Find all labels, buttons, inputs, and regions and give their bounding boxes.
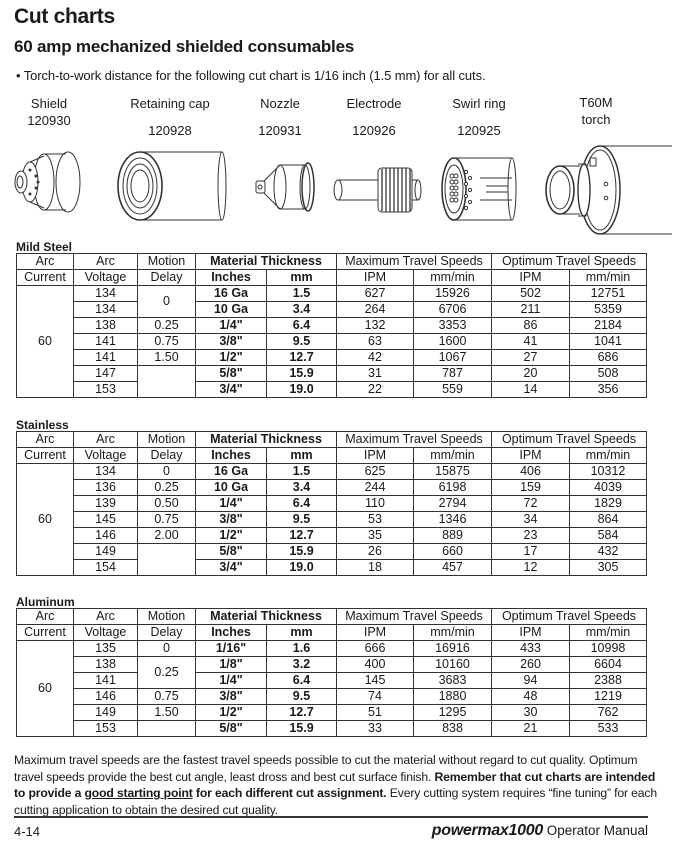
opt-mm-min-cell: 5359	[570, 302, 647, 318]
max-ipm-cell: 666	[337, 641, 414, 657]
opt-ipm-cell: 41	[492, 334, 570, 350]
motion-delay-cell: 0	[138, 641, 196, 657]
header-motion-delay: Delay	[138, 448, 196, 464]
thickness-mm-cell: 3.4	[267, 480, 337, 496]
arc-voltage-cell: 141	[74, 334, 138, 350]
motion-delay-cell: 0	[138, 464, 196, 480]
opt-mm-min-cell: 2388	[570, 673, 647, 689]
header-opt-mm-min: mm/min	[570, 270, 647, 286]
opt-ipm-cell: 20	[492, 366, 570, 382]
max-mm-min-cell: 1600	[414, 334, 492, 350]
footnote-emphasis-text: Remember that cut charts are intended to provide a	[14, 769, 656, 800]
opt-mm-min-cell: 305	[570, 560, 647, 576]
opt-mm-min-cell: 508	[570, 366, 647, 382]
motion-delay-cell	[138, 544, 196, 576]
thickness-mm-cell: 6.4	[267, 318, 337, 334]
opt-ipm-cell: 260	[492, 657, 570, 673]
thickness-inches-cell: 1/2"	[196, 528, 267, 544]
max-mm-min-cell: 15875	[414, 464, 492, 480]
motion-delay-cell: 0.50	[138, 496, 196, 512]
thickness-inches-cell: 1/4"	[196, 318, 267, 334]
arc-voltage-cell: 141	[74, 673, 138, 689]
opt-mm-min-cell: 762	[570, 705, 647, 721]
arc-voltage-cell: 141	[74, 350, 138, 366]
thickness-inches-cell: 1/2"	[196, 705, 267, 721]
thickness-inches-cell: 16 Ga	[196, 464, 267, 480]
header-arc-current: Arc	[17, 432, 74, 448]
powermax-logo: powermax1000	[431, 822, 543, 839]
opt-ipm-cell: 502	[492, 286, 570, 302]
opt-ipm-cell: 21	[492, 721, 570, 737]
thickness-mm-cell: 19.0	[267, 560, 337, 576]
thickness-inches-cell: 3/8"	[196, 689, 267, 705]
max-mm-min-cell: 660	[414, 544, 492, 560]
thickness-mm-cell: 9.5	[267, 689, 337, 705]
thickness-inches-cell: 5/8"	[196, 721, 267, 737]
opt-mm-min-cell: 864	[570, 512, 647, 528]
table-row	[17, 350, 647, 366]
header-arc-current: Current	[17, 625, 74, 641]
header-opt-ipm: IPM	[492, 625, 570, 641]
arc-current-cell: 60	[17, 286, 74, 398]
header-row	[17, 254, 647, 270]
thickness-inches-cell: 1/4"	[196, 673, 267, 689]
table-row	[17, 705, 647, 721]
thickness-mm-cell: 9.5	[267, 512, 337, 528]
header-max-travel-speeds: Maximum Travel Speeds	[337, 432, 492, 448]
arc-voltage-cell: 146	[74, 528, 138, 544]
consumable-part-number: 120926	[352, 123, 396, 138]
opt-ipm-cell: 14	[492, 382, 570, 398]
consumable-part-number: 120930	[27, 113, 71, 128]
header-inches: Inches	[196, 448, 267, 464]
arc-voltage-cell: 135	[74, 641, 138, 657]
opt-mm-min-cell: 686	[570, 350, 647, 366]
motion-delay-cell: 0.25	[138, 318, 196, 334]
motion-delay-cell: 2.00	[138, 528, 196, 544]
footnote-text: Every cutting system requires “fine tuning” for each cutting application to obtain the desired cut quality.	[14, 786, 657, 817]
max-ipm-cell: 264	[337, 302, 414, 318]
table-row	[17, 480, 647, 496]
header-optimum-travel-speeds: Optimum Travel Speeds	[492, 609, 647, 625]
header-arc-voltage: Voltage	[74, 270, 138, 286]
table-row	[17, 544, 647, 560]
thickness-mm-cell: 15.9	[267, 366, 337, 382]
motion-delay-cell: 1.50	[138, 705, 196, 721]
header-arc-voltage: Voltage	[74, 448, 138, 464]
opt-ipm-cell: 159	[492, 480, 570, 496]
header-row	[17, 609, 647, 625]
max-ipm-cell: 26	[337, 544, 414, 560]
max-mm-min-cell: 1067	[414, 350, 492, 366]
motion-delay-cell: 0.75	[138, 334, 196, 350]
consumable-name: Retaining cap	[130, 96, 210, 111]
header-max-ipm: IPM	[337, 270, 414, 286]
header-optimum-travel-speeds: Optimum Travel Speeds	[492, 254, 647, 270]
max-ipm-cell: 18	[337, 560, 414, 576]
thickness-mm-cell: 3.4	[267, 302, 337, 318]
header-mm: mm	[267, 625, 337, 641]
page-number: 4-14	[14, 824, 41, 839]
torch-icon	[538, 140, 672, 240]
arc-voltage-cell: 154	[74, 560, 138, 576]
max-mm-min-cell: 559	[414, 382, 492, 398]
opt-ipm-cell: 12	[492, 560, 570, 576]
header-motion-delay: Delay	[138, 270, 196, 286]
consumable-name: Nozzle	[260, 96, 300, 111]
header-inches: Inches	[196, 625, 267, 641]
opt-mm-min-cell: 1219	[570, 689, 647, 705]
max-ipm-cell: 132	[337, 318, 414, 334]
opt-ipm-cell: 86	[492, 318, 570, 334]
opt-mm-min-cell: 356	[570, 382, 647, 398]
arc-voltage-cell: 149	[74, 705, 138, 721]
arc-voltage-cell: 138	[74, 318, 138, 334]
header-max-mm-min: mm/min	[414, 625, 492, 641]
motion-delay-cell: 0.75	[138, 689, 196, 705]
table-row	[17, 318, 647, 334]
header-max-ipm: IPM	[337, 625, 414, 641]
swirl-ring-icon	[436, 150, 522, 230]
page-title: Cut charts	[14, 5, 115, 28]
table-row	[17, 512, 647, 528]
consumable-part-number: 120931	[258, 123, 302, 138]
thickness-mm-cell: 12.7	[267, 528, 337, 544]
thickness-inches-cell: 3/8"	[196, 512, 267, 528]
consumable-shield-label	[18, 95, 80, 129]
table-row	[17, 689, 647, 705]
arc-voltage-cell: 134	[74, 302, 138, 318]
consumable-name: Shield	[30, 96, 68, 111]
thickness-mm-cell: 15.9	[267, 544, 337, 560]
opt-ipm-cell: 17	[492, 544, 570, 560]
header-material-thickness: Material Thickness	[196, 254, 337, 270]
torch-distance-note: • Torch-to-work distance for the following cut chart is 1/16 inch (1.5 mm) for all cuts.	[16, 68, 486, 83]
material-title: Mild Steel	[16, 240, 73, 254]
max-mm-min-cell: 1346	[414, 512, 492, 528]
opt-ipm-cell: 34	[492, 512, 570, 528]
max-mm-min-cell: 1880	[414, 689, 492, 705]
max-mm-min-cell: 6706	[414, 302, 492, 318]
max-ipm-cell: 110	[337, 496, 414, 512]
header-inches: Inches	[196, 270, 267, 286]
torch-model: T60M	[579, 95, 613, 110]
cut-chart-table-aluminum	[16, 608, 647, 737]
consumable-swirl-ring-label	[440, 95, 518, 139]
nozzle-icon	[250, 155, 320, 225]
arc-voltage-cell: 153	[74, 721, 138, 737]
table-row	[17, 464, 647, 480]
header-max-mm-min: mm/min	[414, 270, 492, 286]
header-max-travel-speeds: Maximum Travel Speeds	[337, 254, 492, 270]
opt-mm-min-cell: 533	[570, 721, 647, 737]
max-mm-min-cell: 10160	[414, 657, 492, 673]
thickness-inches-cell: 5/8"	[196, 544, 267, 560]
max-ipm-cell: 74	[337, 689, 414, 705]
material-title: Aluminum	[16, 595, 75, 609]
max-ipm-cell: 31	[337, 366, 414, 382]
opt-mm-min-cell: 4039	[570, 480, 647, 496]
thickness-inches-cell: 1/16"	[196, 641, 267, 657]
arc-voltage-cell: 138	[74, 657, 138, 673]
table-row	[17, 560, 647, 576]
footnote-text: Maximum travel speeds are the fastest travel speeds possible to cut the material without regard to cut quality. Optimum travel speeds provide the best cut angle, least dross and best cut surface finish.	[14, 753, 638, 784]
max-mm-min-cell: 6198	[414, 480, 492, 496]
table-row	[17, 721, 647, 737]
header-optimum-travel-speeds: Optimum Travel Speeds	[492, 432, 647, 448]
cut-chart-footnote	[14, 752, 664, 818]
max-mm-min-cell: 1295	[414, 705, 492, 721]
torch-label	[566, 94, 626, 128]
footnote-emphasis-text: for each different cut assignment.	[192, 786, 387, 800]
header-opt-mm-min: mm/min	[570, 625, 647, 641]
max-mm-min-cell: 3353	[414, 318, 492, 334]
thickness-inches-cell: 1/8"	[196, 657, 267, 673]
opt-mm-min-cell: 1041	[570, 334, 647, 350]
max-ipm-cell: 145	[337, 673, 414, 689]
arc-voltage-cell: 139	[74, 496, 138, 512]
max-ipm-cell: 63	[337, 334, 414, 350]
motion-delay-cell: 0.25	[138, 480, 196, 496]
motion-delay-cell: 1.50	[138, 350, 196, 366]
thickness-inches-cell: 10 Ga	[196, 302, 267, 318]
thickness-mm-cell: 1.6	[267, 641, 337, 657]
arc-voltage-cell: 147	[74, 366, 138, 382]
max-mm-min-cell: 838	[414, 721, 492, 737]
max-mm-min-cell: 16916	[414, 641, 492, 657]
thickness-mm-cell: 1.5	[267, 464, 337, 480]
torch-type: torch	[581, 112, 611, 127]
opt-ipm-cell: 406	[492, 464, 570, 480]
opt-ipm-cell: 72	[492, 496, 570, 512]
header-max-mm-min: mm/min	[414, 448, 492, 464]
footnote-underlined: good starting point	[84, 786, 193, 800]
thickness-inches-cell: 1/2"	[196, 350, 267, 366]
arc-voltage-cell: 145	[74, 512, 138, 528]
table-row	[17, 382, 647, 398]
header-arc-voltage: Arc	[74, 254, 138, 270]
arc-voltage-cell: 134	[74, 286, 138, 302]
header-opt-ipm: IPM	[492, 270, 570, 286]
consumable-name: Electrode	[346, 96, 402, 111]
manual-brand	[432, 822, 648, 840]
max-mm-min-cell: 889	[414, 528, 492, 544]
opt-mm-min-cell: 12751	[570, 286, 647, 302]
header-arc-voltage: Arc	[74, 432, 138, 448]
consumable-name: Swirl ring	[452, 96, 506, 111]
table-row	[17, 528, 647, 544]
consumable-nozzle-label	[248, 95, 312, 139]
manual-title: Operator Manual	[546, 823, 648, 838]
table-row	[17, 641, 647, 657]
header-arc-current: Current	[17, 448, 74, 464]
thickness-inches-cell: 3/4"	[196, 382, 267, 398]
header-mm: mm	[267, 270, 337, 286]
cut-chart-table-mild-steel	[16, 253, 647, 398]
max-ipm-cell: 42	[337, 350, 414, 366]
max-mm-min-cell: 457	[414, 560, 492, 576]
consumable-retaining-cap-label	[118, 95, 222, 139]
arc-voltage-cell: 146	[74, 689, 138, 705]
motion-delay-cell: 0.75	[138, 512, 196, 528]
header-material-thickness: Material Thickness	[196, 432, 337, 448]
opt-ipm-cell: 23	[492, 528, 570, 544]
opt-mm-min-cell: 1829	[570, 496, 647, 512]
thickness-mm-cell: 15.9	[267, 721, 337, 737]
consumable-part-number: 120928	[148, 123, 192, 138]
consumable-part-number: 120925	[457, 123, 501, 138]
arc-current-cell: 60	[17, 464, 74, 576]
max-ipm-cell: 51	[337, 705, 414, 721]
header-arc-current: Arc	[17, 609, 74, 625]
footer-divider	[14, 816, 648, 818]
header-arc-voltage: Arc	[74, 609, 138, 625]
opt-ipm-cell: 48	[492, 689, 570, 705]
header-opt-ipm: IPM	[492, 448, 570, 464]
thickness-mm-cell: 3.2	[267, 657, 337, 673]
max-ipm-cell: 53	[337, 512, 414, 528]
header-row	[17, 448, 647, 464]
max-mm-min-cell: 3683	[414, 673, 492, 689]
max-mm-min-cell: 787	[414, 366, 492, 382]
header-material-thickness: Material Thickness	[196, 609, 337, 625]
opt-mm-min-cell: 10998	[570, 641, 647, 657]
header-max-ipm: IPM	[337, 448, 414, 464]
header-motion-delay: Delay	[138, 625, 196, 641]
max-ipm-cell: 400	[337, 657, 414, 673]
arc-voltage-cell: 153	[74, 382, 138, 398]
thickness-mm-cell: 19.0	[267, 382, 337, 398]
opt-ipm-cell: 211	[492, 302, 570, 318]
opt-ipm-cell: 30	[492, 705, 570, 721]
opt-mm-min-cell: 432	[570, 544, 647, 560]
header-arc-current: Current	[17, 270, 74, 286]
arc-current-cell: 60	[17, 641, 74, 737]
opt-mm-min-cell: 10312	[570, 464, 647, 480]
max-ipm-cell: 35	[337, 528, 414, 544]
thickness-inches-cell: 16 Ga	[196, 286, 267, 302]
thickness-inches-cell: 1/4"	[196, 496, 267, 512]
opt-ipm-cell: 94	[492, 673, 570, 689]
retaining-cap-icon	[112, 148, 232, 228]
electrode-icon	[332, 160, 424, 220]
table-row	[17, 302, 647, 318]
header-max-travel-speeds: Maximum Travel Speeds	[337, 609, 492, 625]
max-ipm-cell: 244	[337, 480, 414, 496]
section-subtitle: 60 amp mechanized shielded consumables	[14, 37, 355, 56]
arc-voltage-cell: 134	[74, 464, 138, 480]
opt-mm-min-cell: 2184	[570, 318, 647, 334]
table-row	[17, 286, 647, 302]
table-row	[17, 657, 647, 673]
motion-delay-cell	[138, 366, 196, 398]
motion-delay-cell: 0.25	[138, 657, 196, 689]
header-motion-delay: Motion	[138, 609, 196, 625]
max-mm-min-cell: 2794	[414, 496, 492, 512]
header-mm: mm	[267, 448, 337, 464]
motion-delay-cell	[138, 721, 196, 737]
cut-chart-table-stainless	[16, 431, 647, 576]
max-ipm-cell: 627	[337, 286, 414, 302]
thickness-mm-cell: 12.7	[267, 705, 337, 721]
table-row	[17, 334, 647, 350]
thickness-inches-cell: 3/8"	[196, 334, 267, 350]
header-arc-voltage: Voltage	[74, 625, 138, 641]
max-mm-min-cell: 15926	[414, 286, 492, 302]
thickness-mm-cell: 6.4	[267, 496, 337, 512]
opt-mm-min-cell: 584	[570, 528, 647, 544]
header-motion-delay: Motion	[138, 432, 196, 448]
thickness-inches-cell: 5/8"	[196, 366, 267, 382]
thickness-mm-cell: 12.7	[267, 350, 337, 366]
table-row	[17, 496, 647, 512]
opt-ipm-cell: 27	[492, 350, 570, 366]
thickness-inches-cell: 10 Ga	[196, 480, 267, 496]
arc-voltage-cell: 136	[74, 480, 138, 496]
thickness-mm-cell: 1.5	[267, 286, 337, 302]
table-row	[17, 673, 647, 689]
consumable-electrode-label	[336, 95, 412, 139]
max-ipm-cell: 33	[337, 721, 414, 737]
header-row	[17, 270, 647, 286]
arc-voltage-cell: 149	[74, 544, 138, 560]
thickness-mm-cell: 6.4	[267, 673, 337, 689]
opt-ipm-cell: 433	[492, 641, 570, 657]
material-title: Stainless	[16, 418, 69, 432]
thickness-inches-cell: 3/4"	[196, 560, 267, 576]
header-opt-mm-min: mm/min	[570, 448, 647, 464]
max-ipm-cell: 625	[337, 464, 414, 480]
header-row	[17, 432, 647, 448]
thickness-mm-cell: 9.5	[267, 334, 337, 350]
header-arc-current: Arc	[17, 254, 74, 270]
shield-icon	[8, 148, 88, 228]
header-row	[17, 625, 647, 641]
max-ipm-cell: 22	[337, 382, 414, 398]
header-motion-delay: Motion	[138, 254, 196, 270]
table-row	[17, 366, 647, 382]
opt-mm-min-cell: 6604	[570, 657, 647, 673]
motion-delay-cell: 0	[138, 286, 196, 318]
